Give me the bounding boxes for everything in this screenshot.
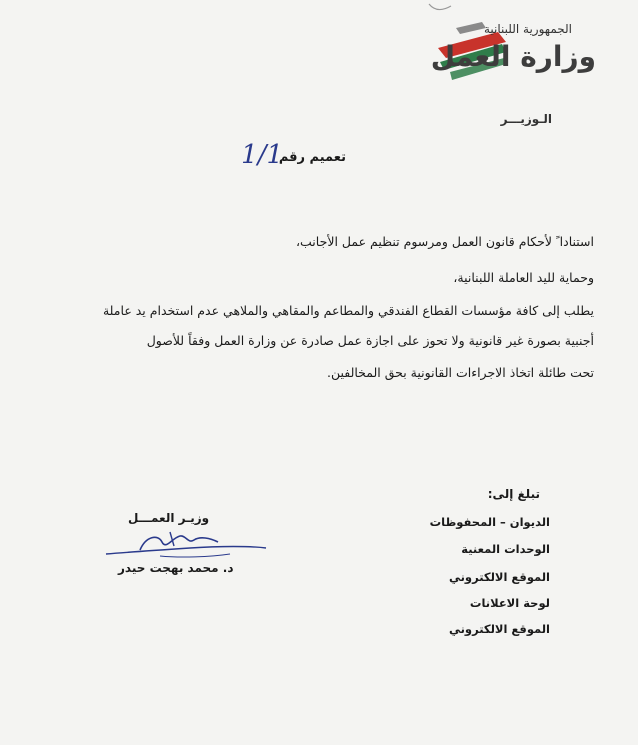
body-line-1: استنادا ً لأحكام قانون العمل ومرسوم تنظيم عمل الأجانب، — [296, 234, 594, 249]
signatory-name: د. محمد بهجت حيدر — [118, 561, 234, 575]
signatory-title: وزيـر العمـــل — [128, 511, 210, 525]
circular-label: تعميم رقم — [278, 150, 346, 165]
distribution-item: لوحة الاعلانات — [469, 596, 550, 610]
distribution-title: تبلغ إلى: — [487, 487, 540, 501]
distribution-item: الموقع الالكتروني — [448, 622, 550, 636]
body-line-2: وحماية لليد العاملة اللبنانية، — [453, 270, 594, 285]
ministry-name: وزارة العمل — [430, 40, 596, 73]
distribution-item: الموقع الالكتروني — [448, 570, 550, 584]
body-line-3: يطلب إلى كافة مؤسسات القطاع الفندقي والمطاعم والمقاهي والملاهي عدم استخدام يد عاملة — [102, 303, 594, 318]
circular-number: 1/1 — [241, 140, 283, 170]
minister-header: الـوزيـــر — [500, 112, 552, 126]
distribution-item: الوحدات المعنية — [461, 542, 550, 556]
republic-name: الجمهورية اللبنانية — [483, 22, 572, 36]
handwritten-signature-icon — [100, 526, 270, 564]
body-line-5: تحت طائلة اتخاذ الاجراءات القانونية بحق المخالفين. — [326, 365, 594, 380]
distribution-item: الديوان – المحفوظات — [429, 515, 550, 529]
body-line-4: أجنبية بصورة غير قانونية ولا تحوز على اجازة عمل صادرة عن وزارة العمل وفقاً للأصول — [146, 333, 594, 348]
stamp-mark-icon — [425, 0, 455, 18]
